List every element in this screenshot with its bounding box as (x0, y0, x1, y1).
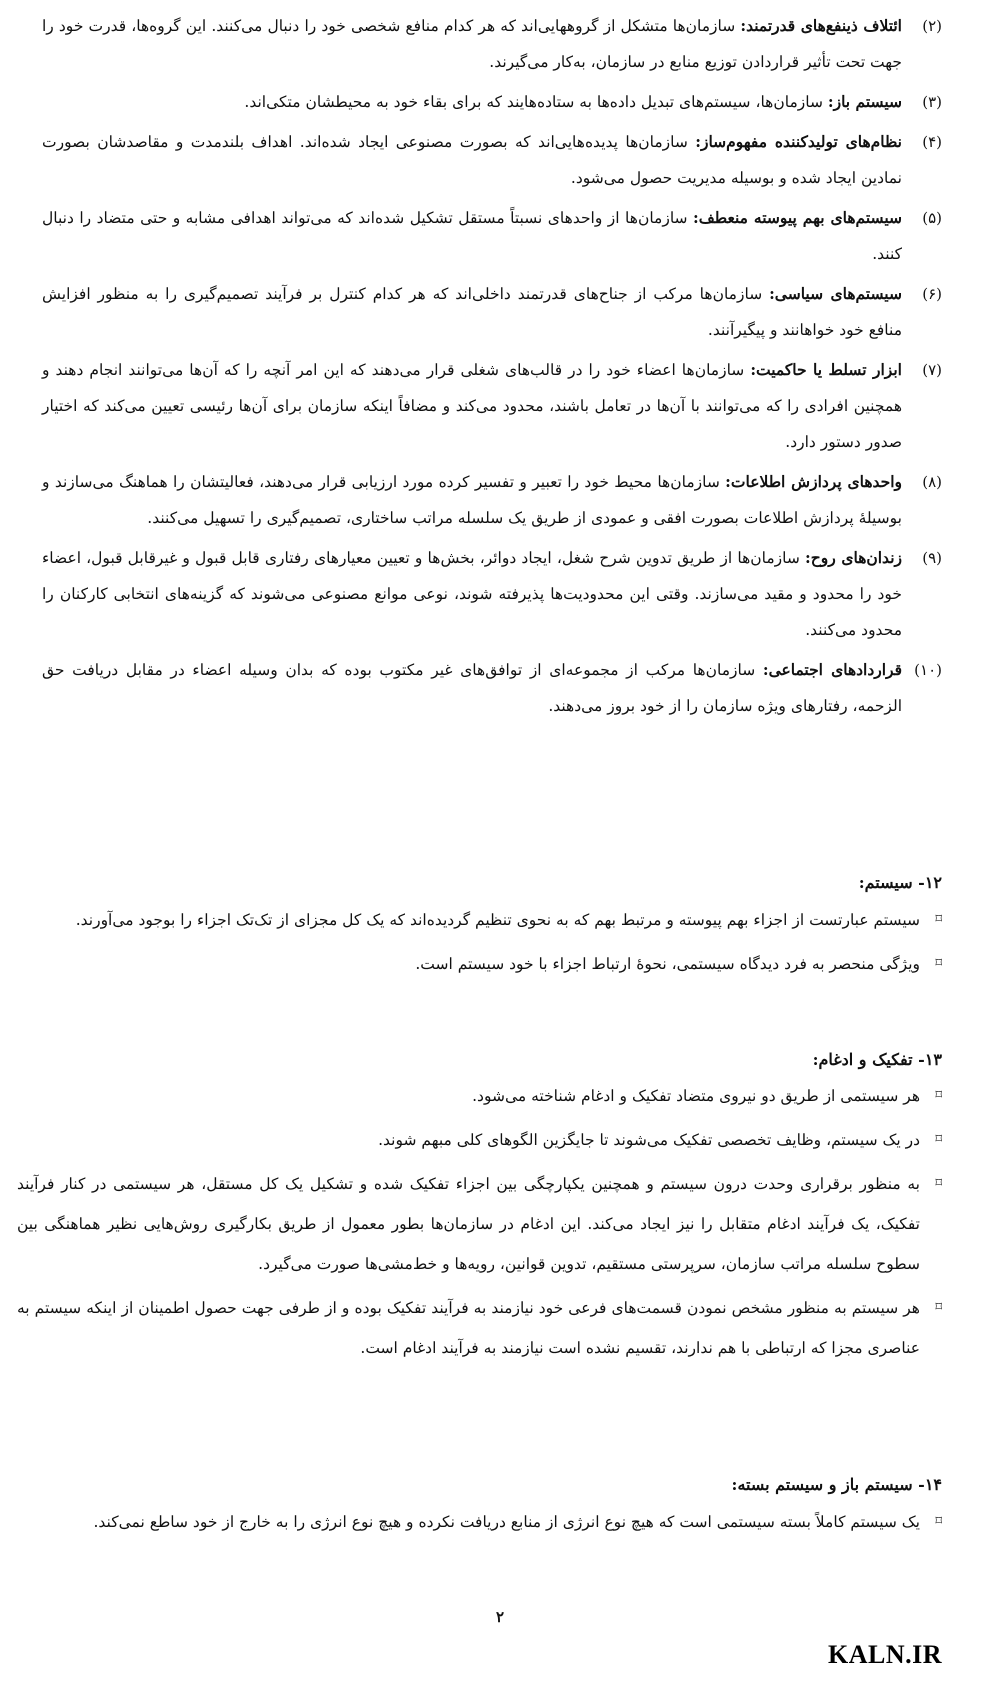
bullet-icon: ⌑ (935, 912, 942, 927)
item-text: سازمان‌ها مرکب از مجموعه‌ای از توافق‌های غیر مکتوب بوده که بدان وسیله اعضاء در مقابل دریافت حق الزحمه، رفتارهای ویژه سازمان را از خود بروز می‌دهند. (42, 661, 902, 715)
bullet-text: در یک سیستم، وظایف تخصصی تفکیک می‌شوند تا جایگزین الگوهای کلی مبهم شوند. (378, 1131, 920, 1149)
bullet-icon: ⌑ (935, 1514, 942, 1529)
list-item (42, 124, 942, 196)
item-term: قراردادهای اجتماعی: (762, 660, 902, 679)
item-term: سیستم باز: (827, 92, 902, 111)
bullet-icon: ⌑ (935, 1088, 942, 1103)
bullet-text: هر سیستمی از طریق دو نیروی متضاد تفکیک و ادغام شناخته می‌شود. (472, 1087, 920, 1105)
list-item (42, 352, 942, 460)
item-text: سازمان‌ها محیط خود را تعبیر و تفسیر کرده مورد ارزیابی قرار می‌دهند، فعالیتشان را هماهنگ می‌سازند و بوسیلهٔ پردازش اطلاعات بصورت افقی و عمودی از طریق یک سلسله مراتب ساختاری، تصمیم‌گیری را تسهیل می‌کنند. (42, 473, 902, 527)
item-text: سازمان‌ها از واحدهای نسبتاً مستقل تشکیل شده‌اند که می‌تواند اهدافی مشابه و حتی متضاد را دنبال کنند. (42, 209, 902, 263)
item-body (42, 464, 902, 536)
section-heading: ۱۲- سیستم: (858, 873, 942, 892)
item-body (42, 8, 902, 80)
item-text: سازمان‌ها اعضاء خود را در قالب‌های شغلی قرار می‌دهند که این امر آنچه را که آن‌ها می‌توانند انجام دهند و همچنین افرادی را که می‌توانند با آن‌ها در تعامل باشند، محدود می‌کند و مضافاً اینکه سازمان برای آن‌ها رئیسی تعیین می‌کند که اختیار صدور دستور دارد. (42, 361, 902, 451)
section-heading: ۱۳- تفکیک و ادغام: (812, 1050, 942, 1069)
bullet-item (17, 1502, 942, 1542)
item-number: (۷) (922, 361, 942, 379)
bullet-text: هر سیستم به منظور مشخص نمودن قسمت‌های فرعی خود نیازمند به فرآیند تفکیک بوده و از طرفی جهت حصول اطمینان از اینکه سیستم به عناصری مجزا که ارتباطی با هم ندارند، تقسیم نشده است نیازمند به فرآیند ادغام است. (17, 1299, 920, 1357)
bullet-text: یک سیستم کاملاً بسته سیستمی است که هیچ نوع انرژی از منابع دریافت نکرده و هیچ نوع انرژی را به خارج از خود ساطع نمی‌کند. (93, 1513, 920, 1531)
list-item (42, 540, 942, 648)
item-number: (۸) (922, 473, 942, 491)
section-bullets (17, 900, 942, 988)
item-body (42, 124, 902, 196)
item-number: (۹) (922, 549, 942, 567)
list-item (42, 276, 942, 348)
bullet-item (17, 1076, 942, 1116)
item-body (42, 540, 902, 648)
bullet-text: به منظور برقراری وحدت درون سیستم و همچنین یکپارچگی بین اجزاء تفکیک شده و تشکیل یک کل مستقل، هر سیستمی در کنار فرآیند تفکیک، یک فرآیند ادغام متقابل را نیز ایجاد می‌کند. این ادغام در سازمان‌ها بطور معمول از طریق بکارگیری روش‌هایی نظیر هماهنگی بین سطوح سلسله مراتب سازمان، سرپرستی مستقیم، تدوین قوانین، رویه‌ها و خط‌مشی‌ها صورت می‌گیرد. (17, 1175, 920, 1273)
item-number: (۶) (922, 285, 942, 303)
item-body (42, 84, 902, 120)
list-item (42, 8, 942, 80)
bullet-item (17, 900, 942, 940)
bullet-text: ویژگی منحصر به فرد دیدگاه سیستمی، نحوهٔ ارتباط اجزاء با خود سیستم است. (415, 955, 920, 973)
item-text: سازمان‌ها متشکل از گروههایی‌اند که هر کدام منافع شخصی خود را دنبال می‌کنند. این گروه‌ها، قدرت خود را جهت تحت تأثیر قراردادن توزیع منابع در سازمان، به‌کار می‌گیرند. (42, 17, 902, 71)
bullet-item (17, 1288, 942, 1368)
list-item (42, 200, 942, 272)
section-heading: ۱۴- سیستم باز و سیستم بسته: (731, 1475, 942, 1494)
bullet-item (17, 1120, 942, 1160)
item-term: سیستم‌های بهم پیوسته منعطف: (693, 208, 903, 227)
item-term: ابزار تسلط یا حاکمیت: (750, 360, 902, 379)
item-number: (۴) (922, 133, 942, 151)
bullet-icon: ⌑ (935, 1176, 942, 1191)
bullet-item (17, 1164, 942, 1284)
section-bullets (17, 1502, 942, 1546)
item-text: سازمان‌ها مرکب از جناح‌های قدرتمند داخلی‌اند که هر کدام کنترل بر فرآیند تصمیم‌گیری را به منظور افزایش منافع خود خواهانند و پیگیرآنند. (42, 285, 902, 339)
item-term: سیستم‌های سیاسی: (769, 284, 902, 303)
item-term: ائتلاف ذینفع‌های قدرتمند: (740, 16, 902, 35)
bullet-icon: ⌑ (935, 1300, 942, 1315)
item-body (42, 276, 902, 348)
item-number: (۵) (922, 209, 942, 227)
item-number: (۱۰) (914, 661, 942, 679)
site-watermark: KALN.IR (828, 1640, 943, 1669)
list-item (42, 84, 942, 120)
page-number: ۲ (495, 1608, 505, 1626)
bullet-icon: ⌑ (935, 1132, 942, 1147)
item-number: (۲) (922, 17, 942, 35)
item-term: واحدهای پردازش اطلاعات: (725, 472, 902, 491)
item-body (42, 352, 902, 460)
item-text: سازمان‌ها از طریق تدوین شرح شغل، ایجاد دوائر، بخش‌ها و تعیین معیارهای رفتاری قابل قبول و غیرقابل قبول، اعضاء خود را محدود و مقید می‌سازند. وقتی این محدودیت‌ها پذیرفته شوند، نوعی موانع مصنوعی می‌شوند که گزینه‌های انتخابی کارکنان را محدود می‌کنند. (42, 549, 902, 639)
item-text: سازمان‌ها، سیستم‌های تبدیل داده‌ها به ستاده‌هایند که برای بقاء خود به محیطشان متکی‌اند. (244, 93, 828, 111)
item-term: نظام‌های تولیدکننده مفهوم‌ساز: (695, 132, 902, 151)
item-body (42, 200, 902, 272)
item-number: (۳) (922, 93, 942, 111)
bullet-text: سیستم عبارتست از اجزاء بهم پیوسته و مرتبط بهم که به نحوی تنظیم گردیده‌اند که یک کل مجزای از تک‌تک اجزاء را بوجود می‌آورند. (75, 911, 920, 929)
list-item (42, 464, 942, 536)
list-item (42, 652, 942, 724)
bullet-item (17, 944, 942, 984)
bullet-icon: ⌑ (935, 956, 942, 971)
item-term: زندان‌های روح: (805, 548, 902, 567)
item-body (42, 652, 902, 724)
item-text: سازمان‌ها پدیده‌هایی‌اند که بصورت مصنوعی ایجاد شده‌اند. اهداف بلندمدت و مقاصدشان بصورت نمادین ایجاد شده و بوسیله مدیریت حصول می‌شود. (42, 133, 902, 187)
numbered-definitions-list (42, 8, 942, 728)
section-bullets (17, 1076, 942, 1372)
